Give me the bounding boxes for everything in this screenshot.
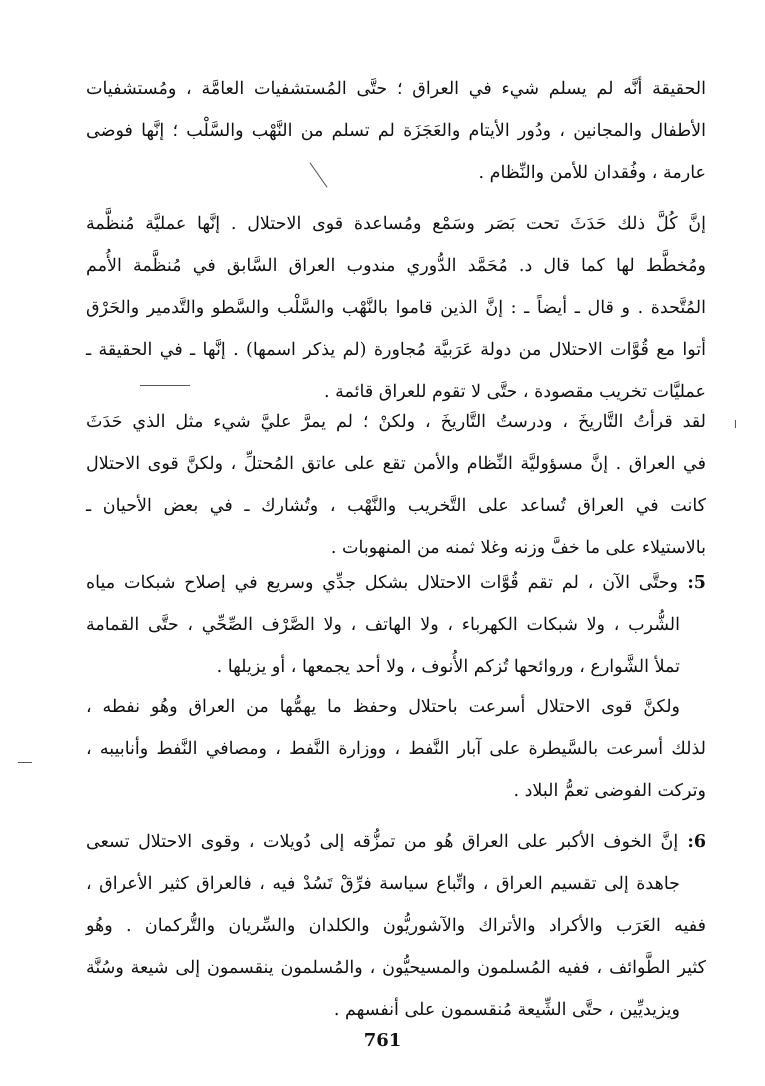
pencil-mark — [735, 420, 736, 428]
text-line: الشُّرب ، ولا شبكات الكهرباء ، ولا الهاتف ، ولا الصَّرْف الصِّحِّي ، حتَّى القمامة — [86, 615, 680, 635]
numbered-item-5 — [86, 562, 706, 688]
item-number: 5 — [693, 573, 706, 593]
text-line: الحقيقة أنَّه لم يسلم شيء في العراق ؛ حتَّى المُستشفيات العامَّة ، ومُستشفيات — [86, 79, 706, 99]
item-number-colon: : — [677, 573, 694, 593]
text-line: بالاستيلاء على ما خفَّ وزنه وغلا ثمنه من المنهوبات . — [330, 538, 706, 558]
paragraph-3 — [86, 401, 706, 569]
text-line: وحتَّى الآن ، لم تقم قُوَّات الاحتلال بشكل جدِّي وسريع في إصلاح شبكات مياه — [86, 573, 678, 593]
text-line: كانت في العراق تُساعد على التَّخريب والنَّهْب ، وتُشارك ـ في بعض الأحيان ـ — [86, 496, 706, 516]
text-line: ففيه العَرَب والأكراد والأتراك والآشوريُّون والكلدان والسِّريان والتُّركمان . وهُو — [86, 916, 706, 936]
pencil-mark — [18, 762, 32, 763]
numbered-line — [86, 562, 706, 604]
text-line: جاهدة إلى تقسيم العراق ، واتِّباع سياسة فرِّقْ تَسُدْ فيه ، فالعراق كثير الأعراق ، — [86, 874, 680, 894]
text-line: ومُخطَّط لها كما قال د. مُحَمَّد الدُّوري مندوب العراق السَّابق في مُنظَّمة الأُمم — [86, 256, 706, 276]
text-line: إنَّ الخوف الأكبر على العراق هُو من تمزُّقه إلى دُويلات ، وقوى الاحتلال تسعى — [86, 832, 679, 852]
text-line: كثير الطَّوائف ، ففيه المُسلمون والمسيحيُّون ، والمُسلمون ينقسمون إلى شيعة وسُنَّة — [86, 958, 706, 978]
text-line: إنَّ كُلَّ ذلك حَدَثَ تحت بَصَر وسَمْع ومُساعدة قوى الاحتلال . إنَّها عمليَّة مُنظَّمة — [86, 214, 706, 234]
paragraph-5 — [86, 686, 706, 812]
text-line: عمليَّات تخريب مقصودة ، حتَّى لا تقوم للعراق قائمة . — [324, 382, 706, 402]
text-line: الأطفال والمجانين ، ودُور الأيتام والعَجَزَة لم تسلم من النَّهْب والسَّلْب ؛ إنَّها فوضى — [86, 121, 706, 141]
numbered-line — [86, 821, 706, 863]
text-line: في العراق . إنَّ مسؤوليَّة النِّظام والأمن تقع على عاتق المُحتلِّ ، ولكنَّ قوى الاحتلال — [86, 454, 706, 474]
text-line: لقد قرأتُ التَّاريخَ ، ودرستُ التَّاريخَ ، ولكنْ ؛ لم يمرَّ عليَّ شيء مثل الذي حَدَثَ — [86, 412, 706, 432]
numbered-item-6 — [86, 821, 706, 1031]
item-number-colon: : — [678, 832, 694, 852]
text-line: أتوا مع قُوَّات الاحتلال من دولة عَرَبيَّة مُجاورة (لم يذكر اسمها) . إنَّها ـ في الحقيقة ـ — [86, 340, 706, 360]
text-line: وتركت الفوضى تعمُّ البلاد . — [513, 781, 706, 801]
text-line: لذلك أسرعت بالسَّيطرة على آبار النَّفط ، ووزارة النَّفط ، ومصافي النَّفط وأنابيبه ، — [86, 739, 706, 759]
page-number: 761 — [363, 1030, 402, 1051]
text-line: ويزيديِّين ، حتَّى الشِّيعة مُنقسمون على أنفسهم . — [333, 1000, 680, 1020]
pencil-mark — [140, 385, 190, 386]
text-line: المُتَّحدة . و قال ـ أيضاً ـ : إنَّ الذين قاموا بالنَّهْب والسَّلْب والسَّطو والتَّدمير والحَرْق — [86, 298, 706, 318]
text-line: عارمة ، وفُقدان للأمن والنِّظام . — [478, 163, 706, 183]
paragraph-1 — [86, 68, 706, 194]
text-line: تملأ الشَّوارع ، وروائحها تُزكم الأُنوف ، ولا أحد يجمعها ، أو يزيلها . — [216, 657, 680, 677]
text-line: ولكنَّ قوى الاحتلال أسرعت باحتلال وحفظ ما يهمُّها من العراق وهُو نفطه ، — [86, 697, 680, 717]
paragraph-2 — [86, 203, 706, 413]
item-number: 6 — [693, 832, 706, 852]
